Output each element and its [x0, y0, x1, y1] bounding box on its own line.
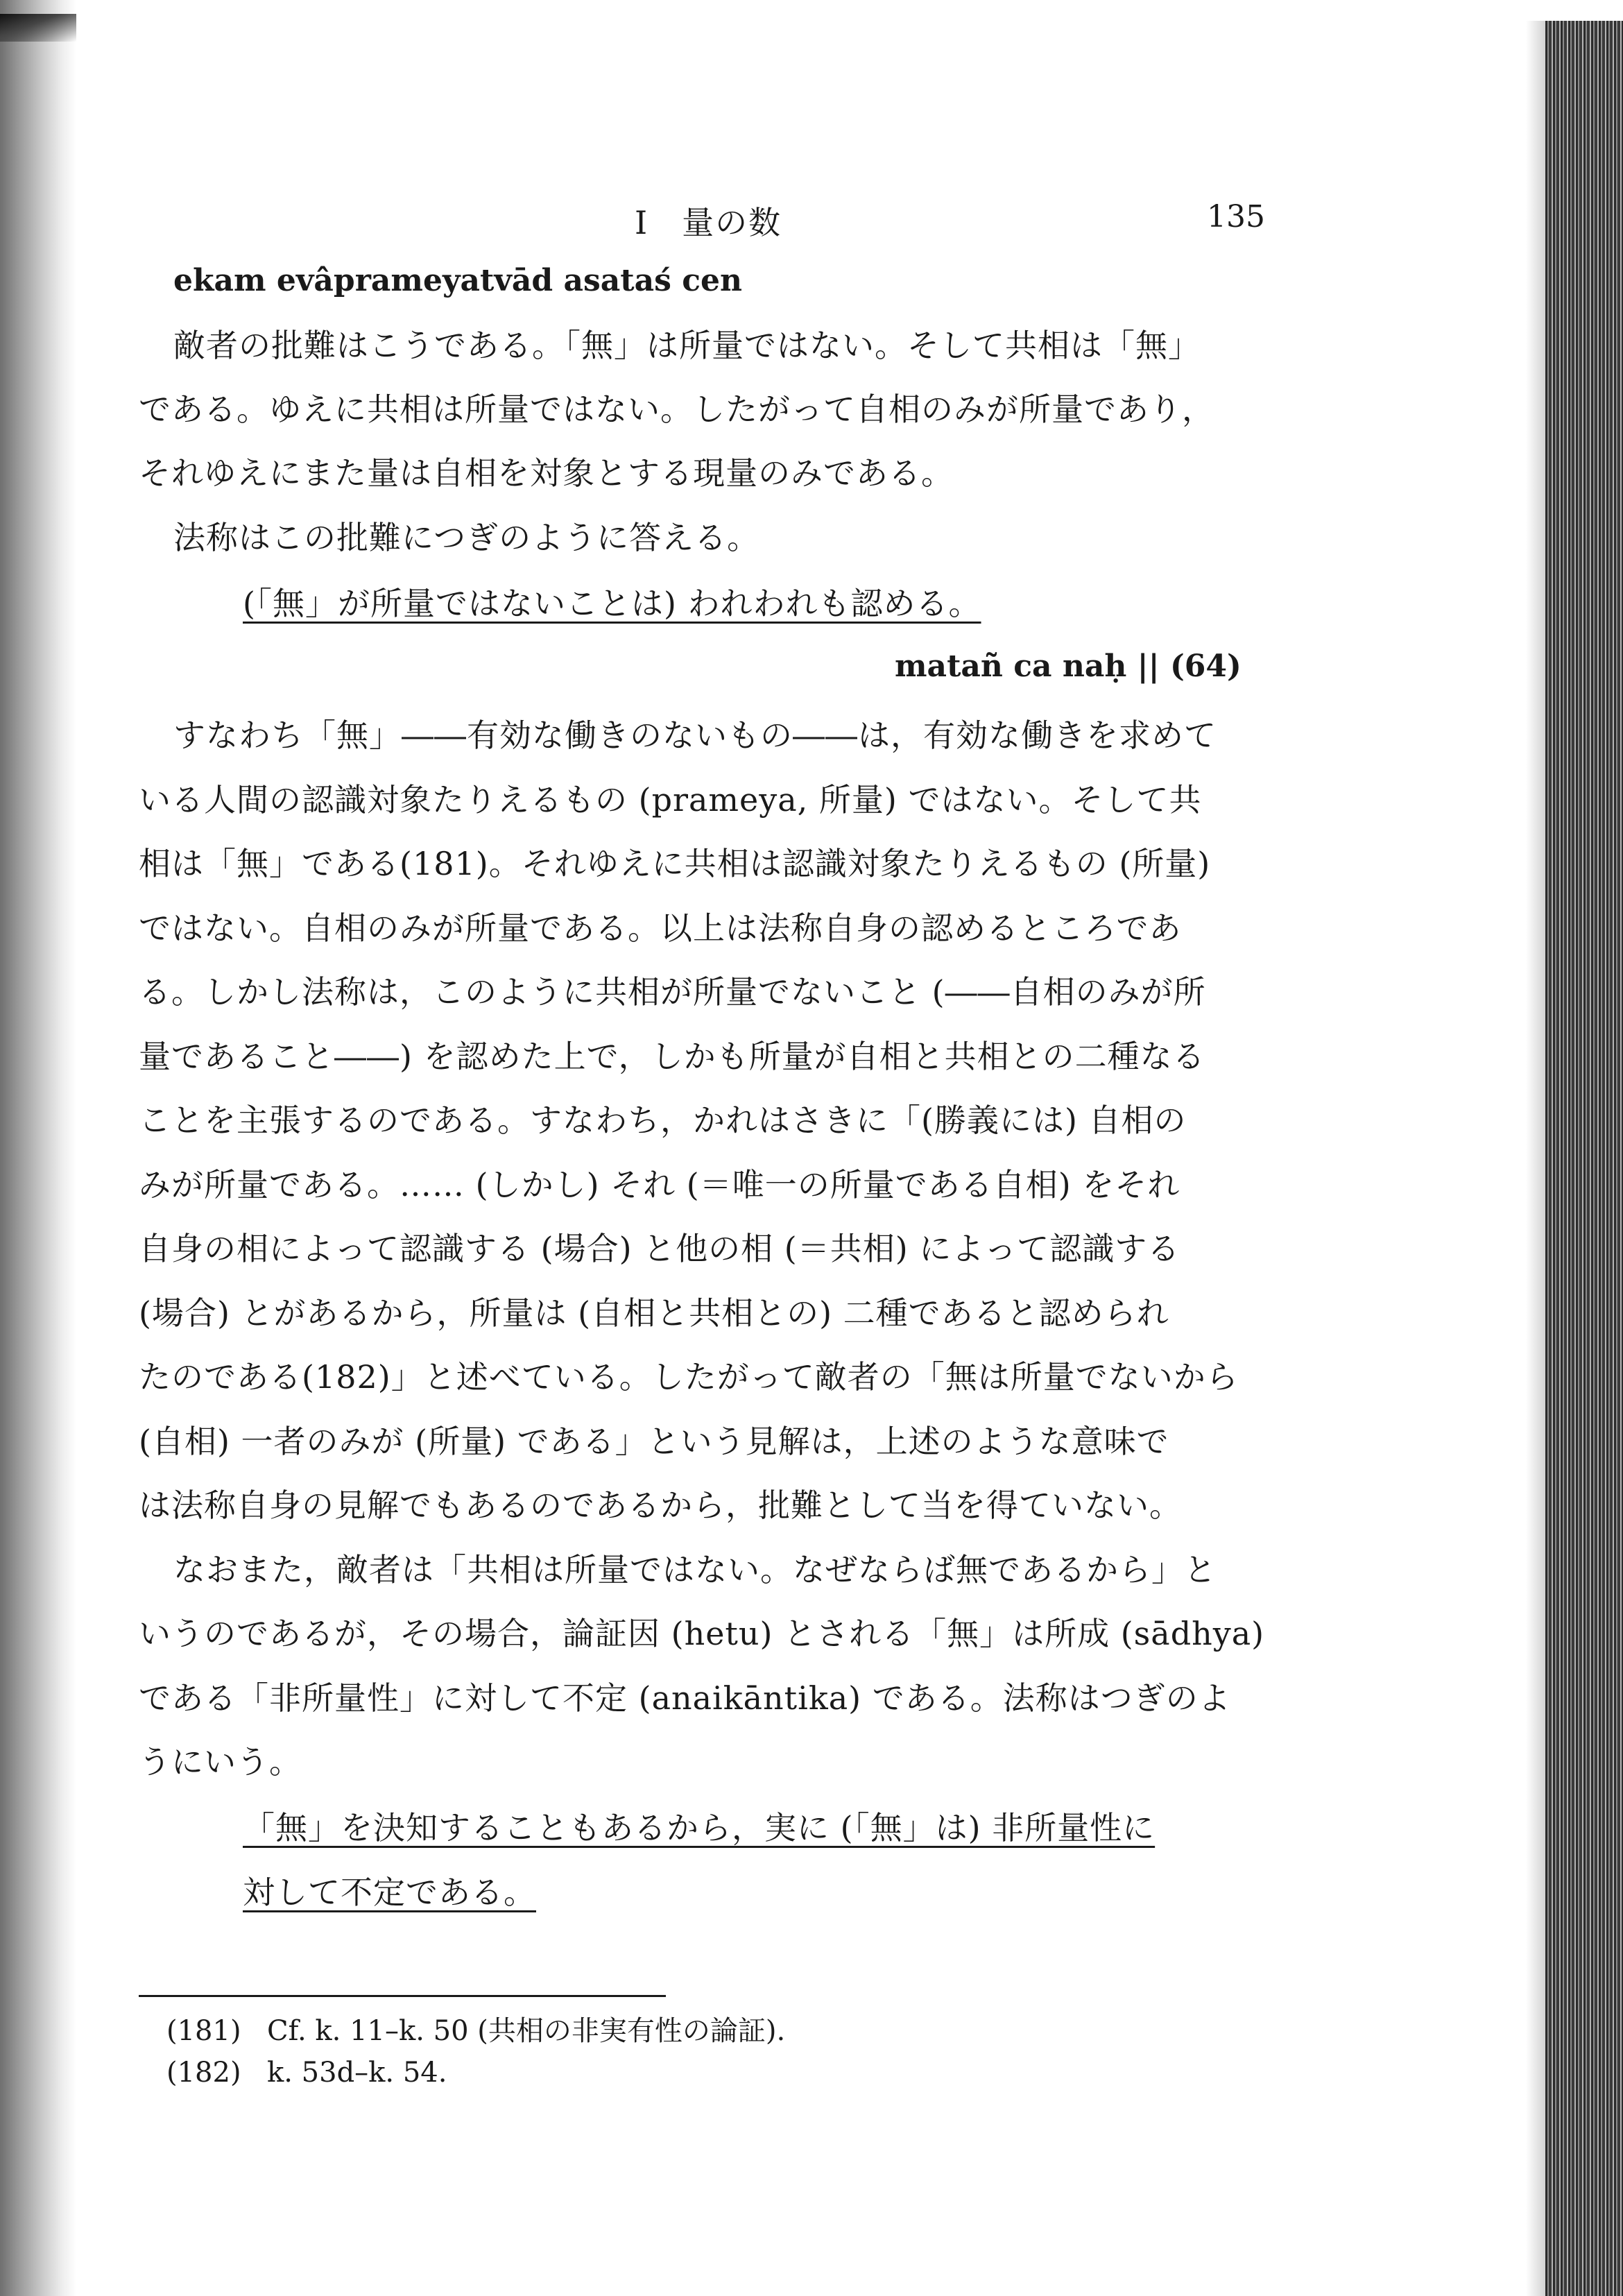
paragraph-3-line-9: 自身の相によって認識する (場合) と他の相 (＝共相) によって認識する — [139, 1230, 1180, 1267]
page-number: 135 — [1207, 199, 1265, 234]
sanskrit-verse-line: ekam evâprameyatvād asataś cen — [173, 263, 742, 298]
translation-quote-1: (「無」が所量ではないことは) われわれも認める。 — [243, 585, 981, 622]
paragraph-3-line-6: 量であること――) を認めた上で，しかも所量が自相と共相との二種なる — [139, 1038, 1205, 1075]
paragraph-1-line-3: それゆえにまた量は自相を対象とする現量のみである。 — [139, 454, 954, 492]
paragraph-3-line-13: は法称自身の見解でもあるのであるから，批難として当を得ていない。 — [139, 1487, 1182, 1524]
footnote-divider — [139, 1995, 666, 1997]
paragraph-3-line-4: ではない。自相のみが所量である。以上は法称自身の認めるところであ — [139, 909, 1182, 947]
scan-right-binding-edge — [1545, 21, 1623, 2296]
paragraph-3-line-10: (場合) とがあるから，所量は (自相と共相との) 二種であると認められ — [139, 1294, 1169, 1332]
paragraph-3-line-7: ことを主張するのである。すなわち，かれはさきに「(勝義には) 自相の — [139, 1102, 1187, 1139]
running-header-title: I 量の数 — [635, 204, 782, 241]
paragraph-4-line-2: いうのであるが，その場合，論証因 (hetu) とされる「無」は所成 (sādhya) — [139, 1615, 1265, 1652]
paragraph-1-line-2: である。ゆえに共相は所量ではない。したがって自相のみが所量であり， — [139, 391, 1214, 428]
footnote-text: k. 53d–k. 54. — [267, 2057, 447, 2089]
paragraph-3-line-1: すなわち「無」――有効な働きのないもの――は，有効な働きを求めて — [173, 717, 1217, 754]
scan-left-edge-shadow — [0, 0, 76, 2296]
paragraph-4-line-3: である「非所量性」に対して不定 (anaikāntika) である。法称はつぎのよ — [139, 1679, 1231, 1717]
translation-quote-2-line-1: 「無」を決知することもあるから，実に (「無」は) 非所量性に — [243, 1809, 1156, 1847]
sanskrit-verse-64: matañ ca naḥ || (64) — [895, 649, 1242, 684]
paragraph-2: 法称はこの批難につぎのように答える。 — [173, 519, 760, 556]
scan-left-corner-shadow — [0, 14, 76, 42]
paragraph-1-line-1: 敵者の批難はこうである。「無」は所量ではない。そして共相は「無」 — [173, 327, 1201, 364]
paragraph-3-line-3: 相は「無」である(181)。それゆえに共相は認識対象たりえるもの (所量) — [139, 845, 1211, 882]
paragraph-3-line-5: る。しかし法称は，このように共相が所量でないこと (――自相のみが所 — [139, 973, 1206, 1011]
footnote-182 — [166, 2055, 447, 2091]
translation-quote-2-line-2: 対して不定である。 — [243, 1874, 536, 1911]
paragraph-3-line-8: みが所量である。…… (しかし) それ (＝唯一の所量である自相) をそれ — [139, 1166, 1180, 1203]
footnote-number: (181) — [166, 2015, 241, 2047]
paragraph-3-line-12: (自相) 一者のみが (所量) である」という見解は，上述のような意味で — [139, 1423, 1169, 1460]
footnote-number: (182) — [166, 2057, 241, 2089]
footnote-181 — [166, 2013, 785, 2049]
paragraph-4-line-1: なおまた，敵者は「共相は所量ではない。なぜならば無であるから」と — [173, 1551, 1217, 1588]
paragraph-4-line-4: うにいう。 — [139, 1743, 302, 1781]
scan-right-edge-fade — [1526, 21, 1547, 2296]
paragraph-3-line-11: たのである(182)」と述べている。したがって敵者の「無は所量でないから — [139, 1358, 1239, 1396]
footnote-text: Cf. k. 11–k. 50 (共相の非実有性の論証). — [267, 2015, 786, 2047]
paragraph-3-line-2: いる人間の認識対象たりえるもの (prameya, 所量) ではない。そして共 — [139, 781, 1202, 819]
